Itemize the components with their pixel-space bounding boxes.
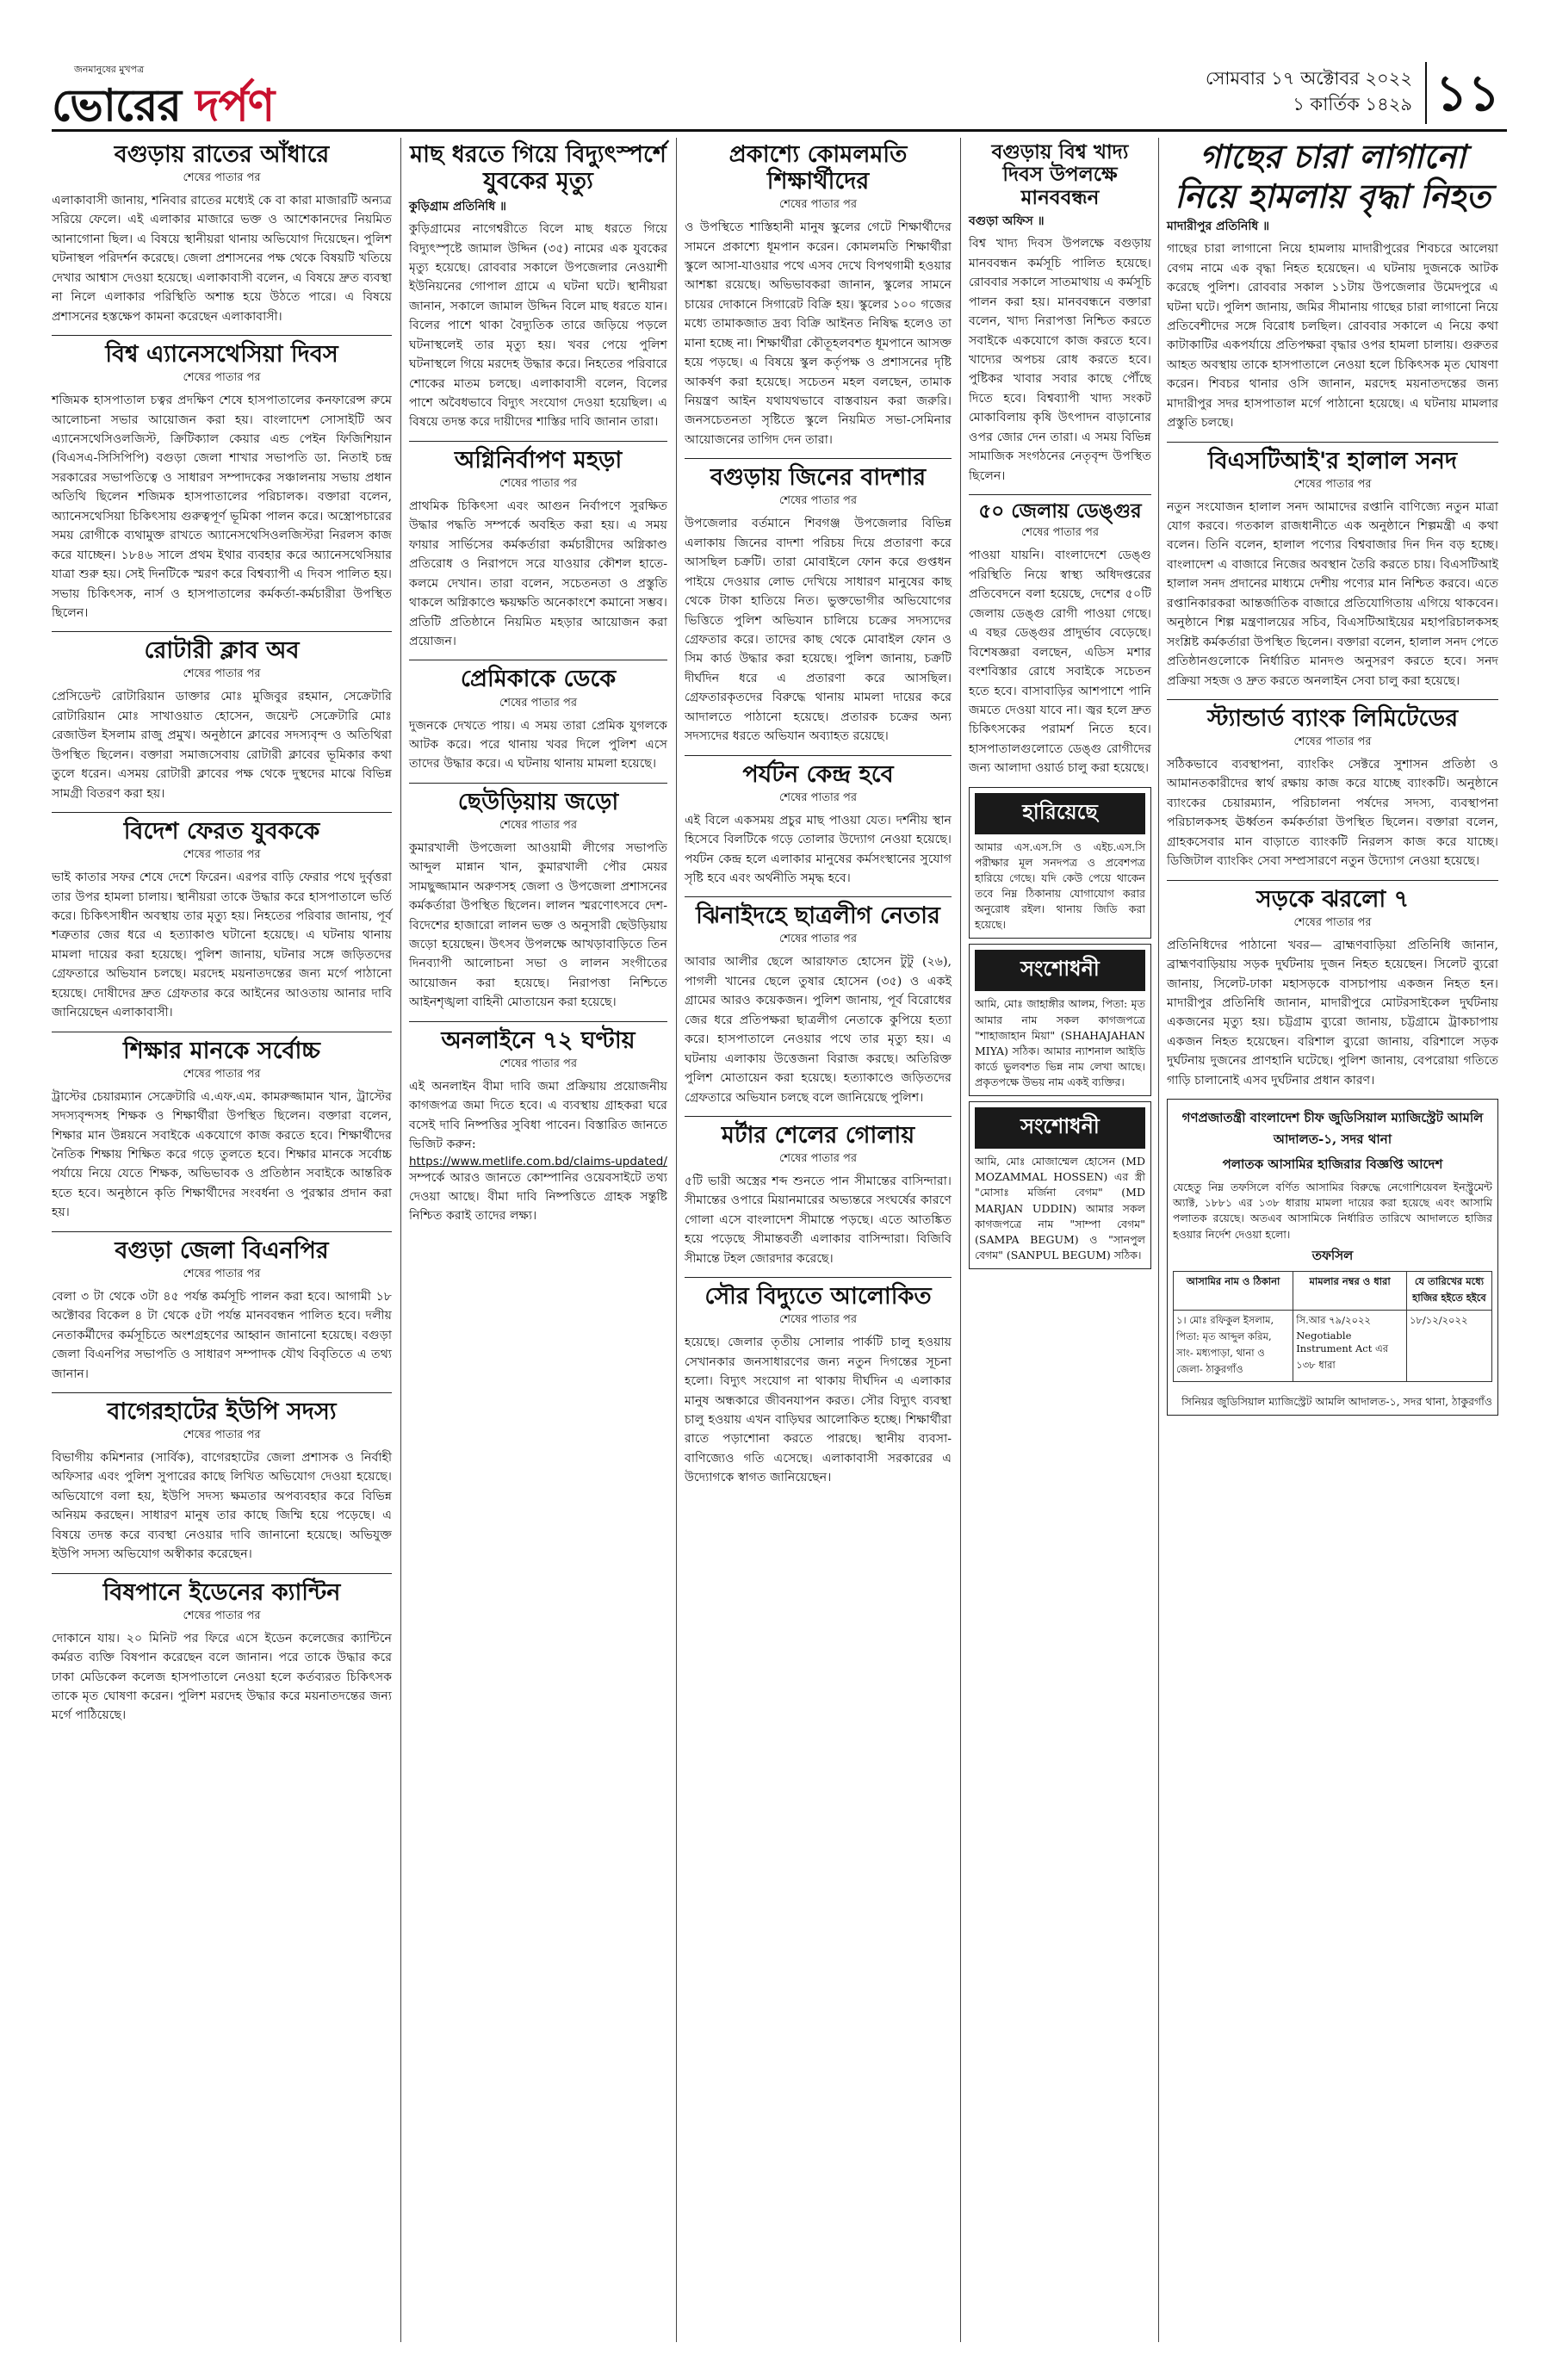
article xyxy=(969,500,1151,778)
headline: শিক্ষার মানকে সর্বোচ্চ xyxy=(123,1037,320,1064)
article xyxy=(52,1398,392,1565)
article-body: সম্পর্কে আরও জানতে কোম্পানির ওয়েবসাইটে তথ্য দেওয়া আছে। বীমা দাবি নিষ্পত্তিতে গ্রাহক সন্তুষ্টি নিশ্চিত করাই তাদের লক্ষ্য। xyxy=(409,1170,667,1224)
article-body: দুজনকে দেখতে পায়। এ সময় তারা প্রেমিক যুগলকে আটক করে। পরে থানায় খবর দিলে পুলিশ এসে তাদের উদ্ধার করে। এ ঘটনায় থানায় মামলা হয়েছে। xyxy=(409,718,667,772)
continued-label: শেষের পাতার পর xyxy=(1020,526,1100,540)
headline: বাগেরহাটের ইউপি সদস্য xyxy=(107,1398,337,1425)
headline: ৫০ জেলায় ডেঙ্গুর xyxy=(978,500,1142,523)
column-5 xyxy=(1167,138,1498,1421)
divider xyxy=(685,458,952,459)
continued-label: শেষের পাতার পর xyxy=(183,1067,261,1081)
article xyxy=(1167,705,1498,871)
continued-label: শেষের পাতার পর xyxy=(778,1152,858,1166)
divider xyxy=(52,631,392,632)
column-divider xyxy=(1158,138,1159,2342)
divider xyxy=(1167,442,1498,443)
headline: পর্যটন কেন্দ্র হবে xyxy=(742,760,894,788)
continued-label: শেষের পাতার পর xyxy=(1293,735,1372,749)
continued-label: শেষের পাতার পর xyxy=(778,1313,858,1327)
headline: ঝিনাইদহে ছাত্রলীগ নেতার xyxy=(696,902,940,930)
column-1 xyxy=(52,138,392,1734)
table-header: যে তারিখের মধ্যে হাজির হইতে হইবে xyxy=(1406,1271,1491,1310)
divider xyxy=(1167,880,1498,881)
lead-headline: গাছের চারা লাগানো নিয়ে হামলায় বৃদ্ধা নিহত xyxy=(1175,138,1491,215)
headline: বিদেশ ফেরত যুবককে xyxy=(123,818,320,846)
article-body: গাছের চারা লাগানো নিয়ে হামলায় মাদারীপুরের শিবচরে আলেয়া বেগম নামে এক বৃদ্ধা নিহত হয়েছেন। এ ঘটনায় দুজনকে আটক করেছে পুলিশ। রোববার সকাল ১১টায় উপজেলার উমেদপুরে এ ঘটনা ঘটে। পুলিশ জানায়, জমির সীমানায় গাছের চারা লাগানো নিয়ে প্রতিবেশীদের সঙ্গে বিরোধ চলছিল। রোববার সকালে এ নিয়ে কথা কাটাকাটির একপর্যায়ে প্রতিপক্ষরা বৃদ্ধার ওপর হামলা চালায়। গুরুতর আহত অবস্থায় তাকে হাসপাতালে নেওয়া হলে চিকিৎসক মৃত ঘোষণা করেন। শিবচর থানার ওসি জানান, মরদেহ ময়নাতদন্তের জন্য মাদারীপুর সদর হাসপাতাল মর্গে পাঠানো হয়েছে। এ ঘটনায় মামলার প্রস্তুতি চলছে। xyxy=(1167,242,1498,431)
article-body: বিশ্ব খাদ্য দিবস উপলক্ষে বগুড়ায় মানববন্ধন কর্মসূচি পালিত হয়েছে। রোববার সকালে সাতমাথায় এ কর্মসূচি পালন করা হয়। মানববন্ধনে বক্তারা বলেন, খাদ্য নিরাপত্তা নিশ্চিত করতে সবাইকে একযোগে কাজ করতে হবে। খাদ্যের অপচয় রোধ করতে হবে। পুষ্টিকর খাবার সবার কাছে পৌঁছে দিতে হবে। বিশ্বব্যাপী খাদ্য সংকট মোকাবিলায় কৃষি উৎপাদন বাড়ানোর ওপর জোর দেন তারা। এ সময় বিভিন্ন সামাজিক সংগঠনের নেতৃবৃন্দ উপস্থিত ছিলেন। xyxy=(969,237,1151,483)
continued-label: শেষের পাতার পর xyxy=(499,1057,578,1070)
headline: বিশ্ব এ্যানেসথেসিয়া দিবস xyxy=(105,341,338,369)
divider xyxy=(409,1021,667,1022)
continued-label: শেষের পাতার পর xyxy=(183,1267,261,1280)
article-body: এই বিলে একসময় প্রচুর মাছ পাওয়া যেত। দর্শনীয় স্থান হিসেবে বিলটিকে গড়ে তোলার উদ্যোগ নেওয়া হয়েছে। পর্যটন কেন্দ্র হলে এলাকার মানুষের কর্মসংস্থানের সুযোগ সৃষ্টি হবে এবং অর্থনীতি সমৃদ্ধ হবে। xyxy=(685,813,952,885)
divider xyxy=(1167,699,1498,700)
continued-label: শেষের পাতার পর xyxy=(183,371,261,385)
notice-body: আমি, মোঃ মোজাম্মেল হোসেন (MD MOZAMMAL HOSSEN) এর স্ত্রী "মোসাঃ মর্জিনা বেগম" (MD MARJAN UDDIN) আমার সকল কাগজপত্রে নাম "সাম্পা বেগম" (SAMPA BEGUM) ও "সানপুল বেগম" (SANPUL BEGUM) সঠিক। xyxy=(975,1155,1145,1261)
divider xyxy=(52,1231,392,1232)
article xyxy=(969,141,1151,486)
article xyxy=(409,447,667,652)
continued-label: শেষের পাতার পর xyxy=(1293,477,1372,491)
article-body: প্রেসিডেন্ট রোটারিয়ান ডাক্তার মোঃ মুজিবুর রহমান, সেক্রেটারি রোটারিয়ান মোঃ সাখাওয়াত হোসেন, জয়েন্ট সেক্রেটারি মোঃ রেজাউল ইসলাম রাজু প্রমুখ। অনুষ্ঠানে ক্লাবের সদস্যবৃন্দ ও অতিথিরা উপস্থিত ছিলেন। বক্তারা সমাজসেবায় রোটারী ক্লাবের ভূমিকার কথা তুলে ধরেন। এসময় রোটারী ক্লাবের পক্ষ থেকে দুস্থদের মাঝে বিভিন্ন সামগ্রী বিতরণ করা হয়। xyxy=(52,690,392,801)
article-body: এলাকাবাসী জানায়, শনিবার রাতের মধ্যেই কে বা কারা মাজারটি অন্যত্র সরিয়ে ফেলে। এই এলাকার মাজারে ভক্ত ও আশেকানদের নিয়মিত আনাগোনা ছিল। এ বিষয়ে স্থানীয়রা থানায় অভিযোগ দিয়েছেন। পুলিশ ঘটনাস্থল পরিদর্শন করেছে। জেলা প্রশাসনের পক্ষ থেকে বিষয়টি খতিয়ে দেখার আশ্বাস দেওয়া হয়েছে। এলাকাবাসী বলেন, এ বিষয়ে দ্রুত ব্যবস্থা না নিলে এলাকার পরিস্থিতি অশান্ত হয়ে উঠতে পারে। এ বিষয়ে প্রশাসনের হস্তক্ষেপ কামনা করেছেন এলাকাবাসী। xyxy=(52,194,392,324)
notice-body: আমি, মোঃ জাহাঙ্গীর আলম, পিতা: মৃত আমার নাম সকল কাগজপত্রে "শাহাজাহান মিয়া" (SHAHAJAHAN MIYA) সঠিক। আমার ন্যাশনাল আইডি কার্ডে ভুলবশত ভিন্ন নাম লেখা আছে। প্রকৃতপক্ষে উভয় নাম একই ব্যক্তির। xyxy=(975,997,1145,1089)
article-body: ভাই কাতার সফর শেষে দেশে ফিরেন। এরপর বাড়ি ফেরার পথে দুর্বৃত্তরা তার উপর হামলা চালায়। স্থানীয়রা তাকে উদ্ধার করে হাসপাতালে ভর্তি করে। চিকিৎসাধীন অবস্থায় তার মৃত্যু হয়। নিহতের পরিবার জানায়, পূর্ব শত্রুতার জের ধরে এ হত্যাকাণ্ড ঘটানো হয়েছে। এ ঘটনায় থানায় মামলা দায়ের করা হয়েছে। পুলিশ জানায়, ঘটনার সঙ্গে জড়িতদের গ্রেফতারে অভিযান চলছে। মরদেহ ময়নাতদন্তের জন্য মর্গে পাঠানো হয়েছে। দোষীদের দ্রুত গ্রেফতার করে আইনের আওতায় আনার দাবি জানিয়েছেন এলাকাবাসী। xyxy=(52,871,392,1020)
date-bengali: ১ কার্তিক ১৪২৯ xyxy=(1293,94,1412,115)
article-body: দোকানে যায়। ২০ মিনিট পর ফিরে এসে ইডেন কলেজের ক্যান্টিনে কর্মরত ব্যক্তি বিষপান করেছেন বলে জানান। পরে তাকে উদ্ধার করে ঢাকা মেডিকেল কলেজ হাসপাতালে নেওয়া হলে কর্তব্যরত চিকিৎসক তাকে মৃত ঘোষণা করেন। পুলিশ মরদেহ উদ্ধার করে ময়নাতদন্তের জন্য মর্গে পাঠিয়েছে। xyxy=(52,1631,392,1723)
page-number: ১১ xyxy=(1425,62,1509,124)
logo-tagline: জনমানুষের মুখপত্র xyxy=(74,64,145,75)
article-body: ও উপস্থিতে শাস্তিহানী মানুষ স্কুলের গেটে শিক্ষার্থীদের সামনে প্রকাশ্যে ধূমপান করেন। কোমলমতি শিক্ষার্থীরা স্কুলে আসা-যাওয়ার পথে এসব দেখে বিপথগামী হওয়ার আশঙ্কা রয়েছে। অভিভাবকরা জানান, স্কুলের সামনে চায়ের দোকানে সিগারেট বিক্রি হয়। স্কুলের ১০০ গজের মধ্যে তামাকজাত দ্রব্য বিক্রি আইনত নিষিদ্ধ হলেও তা মানা হচ্ছে না। শিক্ষার্থীরা কৌতূহলবশত ধূমপানে আসক্ত হয়ে পড়ছে। এ বিষয়ে স্কুল কর্তৃপক্ষ ও প্রশাসনের দৃষ্টি আকর্ষণ করা হয়েছে। সচেতন মহল বলছেন, তামাক নিয়ন্ত্রণ আইন যথাযথভাবে বাস্তবায়ন করা জরুরি। জনসচেতনতা সৃষ্টিতে স্কুলে নিয়মিত সভা-সেমিনার আয়োজনের তাগিদ দেন তারা। xyxy=(685,220,952,447)
court-notice-title: পলাতক আসামির হাজিরার বিজ্ঞপ্তি আদেশ xyxy=(1222,1156,1443,1173)
court-notice xyxy=(1167,1099,1498,1416)
continued-label: শেষের পাতার পর xyxy=(778,198,858,212)
article-body: নতুন সংযোজন হালাল সনদ আমাদের রপ্তানি বাণিজ্যে নতুন মাত্রা যোগ করবে। গতকাল রাজধানীতে এক অনুষ্ঠানে শিল্পমন্ত্রী এ কথা বলেন। তিনি বলেন, হালাল পণ্যের বিশ্ববাজার দিন দিন বড় হচ্ছে। বাংলাদেশ এ বাজারে নিজের অবস্থান তৈরি করতে চায়। বিএসটিআই হালাল সনদ প্রদানের মাধ্যমে দেশীয় পণ্যের মান নিশ্চিত করবে। এতে রপ্তানিকারকরা আন্তর্জাতিক বাজারে প্রতিযোগিতায় এগিয়ে থাকবেন। অনুষ্ঠানে শিল্প মন্ত্রণালয়ের সচিব, বিএসটিআইয়ের মহাপরিচালকসহ সংশ্লিষ্ট কর্মকর্তারা উপস্থিত ছিলেন। বক্তারা বলেন, হালাল সনদ পেতে প্রতিষ্ঠানগুলোকে নির্ধারিত মানদণ্ড অনুসরণ করতে হবে। সনদ প্রক্রিয়া সহজ ও দ্রুত করতে অনলাইন সেবা চালু করা হয়েছে। xyxy=(1167,499,1498,688)
divider xyxy=(685,755,952,756)
article-body: প্রতিনিধিদের পাঠানো খবর— ব্রাহ্মণবাড়িয়া প্রতিনিধি জানান, ব্রাহ্মণবাড়িয়ায় সড়ক দুর্ঘটনায় দুজন নিহত হয়েছেন। সিলেট ব্যুরো জানায়, সিলেট-ঢাকা মহাসড়কে বাসচাপায় একজন নিহত হন। মাদারীপুর প্রতিনিধি জানান, মাদারীপুরে মোটরসাইকেল দুর্ঘটনায় একজনের মৃত্যু হয়। চট্টগ্রাম ব্যুরো জানায়, চট্টগ্রামে ট্রাকচাপায় একজন নিহত হয়েছেন। বরিশাল ব্যুরো জানায়, বরিশালে সড়ক দুর্ঘটনায় দুজনের প্রাণহানি ঘটেছে। পুলিশ জানায়, বেপরোয়া গতিতে গাড়ি চালানোই এসব দুর্ঘটনার প্রধান কারণ। xyxy=(1167,938,1498,1088)
article xyxy=(409,666,667,773)
headline: অগ্নিনির্বাপণ মহড়া xyxy=(454,446,623,474)
notice-heading: সংশোধনী xyxy=(975,950,1145,991)
headline: বিএসটিআই'র হালাল সনদ xyxy=(1207,447,1458,474)
claims-url-link[interactable]: https://www.metlife.com.bd/claims-updated/ xyxy=(409,1154,667,1168)
court-notice-intro: যেহেতু নিম্ন তফসিলে বর্ণিত আসামির বিরুদ্ধে নেগোশিয়েবল ইনস্ট্রুমেন্ট অ্যাক্ট, ১৮৮১ এর ১৩৮ ধারায় মামলা দায়ের করা হয়েছে এবং আসামি পলাতক রয়েছে। অতএব আসামিকে নির্ধারিত তারিখে আদালতে হাজির হওয়ার নির্দেশ দেওয়া হলো। xyxy=(1173,1181,1492,1241)
continued-label: শেষের পাতার পর xyxy=(183,848,261,862)
byline: বগুড়া অফিস ॥ xyxy=(969,214,1045,229)
masthead xyxy=(52,60,1507,132)
article-body: বেলা ৩ টা থেকে ৩টা ৪৫ পর্যন্ত কর্মসূচি পালন করা হবে। আগামী ১৮ অক্টোবর বিকেল ৪ টা থেকে ৫টা পর্যন্ত মানববন্ধন পালিত হবে। দলীয় নেতাকর্মীদের কর্মসূচিতে অংশগ্রহণের আহ্বান জানানো হয়েছে। বগুড়া জেলা বিএনপির সভাপতি ও সাধারণ সম্পাদক যৌথ বিবৃতিতে এ তথ্য জানান। xyxy=(52,1289,392,1381)
article xyxy=(409,1027,667,1226)
article xyxy=(52,341,392,623)
article xyxy=(52,141,392,326)
logo-word-1: ভোরের xyxy=(52,80,182,132)
article xyxy=(685,902,952,1107)
continued-label: শেষের পাতার পর xyxy=(183,1608,261,1622)
dateline xyxy=(1145,65,1412,117)
divider xyxy=(52,812,392,813)
headline: বগুড়ায় বিশ্ব খাদ্য দিবস উপলক্ষে মানববন্ধন xyxy=(991,141,1129,209)
table-row xyxy=(1174,1310,1492,1381)
headline: স্ট্যান্ডার্ড ব্যাংক লিমিটেডের xyxy=(1206,704,1459,732)
logo-word-2: দর্পণ xyxy=(181,80,275,132)
headline: মাছ ধরতে গিয়ে বিদ্যুৎস্পর্শে যুবকের মৃত্যু xyxy=(410,141,666,195)
headline: রোটারী ক্লাব অব xyxy=(144,637,300,665)
article xyxy=(1167,448,1498,691)
headline: মর্টার শেলের গোলায় xyxy=(721,1121,915,1149)
continued-label: শেষের পাতার পর xyxy=(499,818,578,832)
schedule-table xyxy=(1173,1271,1492,1382)
notice-heading: হারিয়েছে xyxy=(975,793,1145,834)
headline: সড়কে ঝরলো ৭ xyxy=(1256,885,1410,913)
article-body: পাওয়া যায়নি। বাংলাদেশে ডেঙ্গু পরিস্থিতি নিয়ে স্বাস্থ্য অধিদপ্তরের প্রতিবেদনে বলা হয়েছে, দেশের ৫০টি জেলায় ডেঙ্গু রোগী পাওয়া গেছে। এ বছর ডেঙ্গুর প্রাদুর্ভাব বেড়েছে। বিশেষজ্ঞরা বলছেন, এডিস মশার বংশবিস্তার রোধে সবাইকে সচেতন হতে হবে। বাসাবাড়ির আশপাশে পানি জমতে দেওয়া যাবে না। জ্বর হলে দ্রুত চিকিৎসকের পরামর্শ নিতে হবে। হাসপাতালগুলোতে ডেঙ্গু রোগীদের জন্য আলাদা ওয়ার্ড চালু করা হয়েছে। xyxy=(969,549,1151,776)
article-body: উপজেলার বর্তমানে শিবগঞ্জ উপজেলার বিভিন্ন এলাকায় জিনের বাদশা পরিচয় দিয়ে প্রতারণা করে আসছিল চক্রটি। তারা মোবাইলে ফোন করে গুপ্তধন পাইয়ে দেওয়ার লোভ দেখিয়ে সাধারণ মানুষের কাছ থেকে টাকা হাতিয়ে নিত। ভুক্তভোগীর অভিযোগের ভিত্তিতে পুলিশ অভিযান চালিয়ে চক্রের সদস্যদের গ্রেফতার করে। তাদের কাছ থেকে মোবাইল ফোন ও সিম কার্ড উদ্ধার করা হয়েছে। পুলিশ জানায়, চক্রটি দীর্ঘদিন ধরে এ প্রতারণা করে আসছিল। গ্রেফতারকৃতদের বিরুদ্ধে থানায় মামলা দায়ের করে আদালতে পাঠানো হয়েছে। প্রতারক চক্রের অন্য সদস্যদের ধরতে অভিযান অব্যাহত রয়েছে। xyxy=(685,517,952,744)
article-body: ৫টি ভারী অস্ত্রের শব্দ শুনতে পান সীমান্তের বাসিন্দারা। সীমান্তের ওপারে মিয়ানমারের অভ্যন্তরে সংঘর্ষের কারণে গোলা এসে বাংলাদেশ সীমান্তে পড়ছে। এতে আতঙ্কিত হয়ে পড়েছে সীমান্তবর্তী এলাকার বাসিন্দারা। বিজিবি সীমান্তে টহল জোরদার করেছে। xyxy=(685,1175,952,1266)
headline: বগুড়ায় জিনের বাদশার xyxy=(710,464,927,492)
article-body: শজিমক হাসপাতাল চত্বর প্রদক্ষিণ শেষে হাসপাতালের কনফারেন্স রুমে আলোচনা সভার আয়োজন করা হয়। বাংলাদেশ সোসাইটি অব এ্যানেসথেসিওলজিস্ট, ক্রিটিক্যাল কেয়ার এন্ড পেইন ফিজিশিয়ান (বিএসএ-সিসিপিপি) বগুড়া জেলা শাখার সভাপতি ডা. নিতাই চন্দ্র সরকারের সভাপতিত্বে ও সাধারণ সম্পাদকের সঞ্চালনায় সভায় প্রধান অতিথি ছিলেন শজিমক হাসপাতালের পরিচালক। বক্তারা বলেন, অ্যানেসথেসিয়া চিকিৎসায় গুরুত্বপূর্ণ ভূমিকা পালন করে। অস্ত্রোপচারের সময় রোগীকে ব্যথামুক্ত রাখতে অ্যানেসথেসিওলজিস্টরা নিরলস কাজ করে যাচ্ছেন। ১৮৪৬ সালে প্রথম ইথার ব্যবহার করে অ্যানেসথেসিয়ার যাত্রা শুরু হয়। সেই দিনটিকে স্মরণ করে বিশ্বব্যাপী এ দিবস পালিত হয়। সভায় চিকিৎসক, নার্স ও হাসপাতালের কর্মকর্তা-কর্মচারীরা উপস্থিত ছিলেন। xyxy=(52,394,392,620)
article-body: বিভাগীয় কমিশনার (সার্বিক), বাগেরহাটের জেলা প্রশাসক ও নির্বাহী অফিসার এবং পুলিশ সুপারের কাছে লিখিত অভিযোগ দেওয়া হয়েছে। অভিযোগে বলা হয়, ইউপি সদস্য ক্ষমতার অপব্যবহার করে বিভিন্ন অনিয়ম করছেন। সাধারণ মানুষ তার কাছে জিম্মি হয়ে পড়েছে। এ বিষয়ে তদন্ত করে ব্যবস্থা নেওয়ার দাবি জানানো হয়েছে। অভিযুক্ত ইউপি সদস্য অভিযোগ অস্বীকার করেছেন। xyxy=(52,1451,392,1562)
column-2 xyxy=(409,138,667,1235)
notice-heading: সংশোধনী xyxy=(975,1107,1145,1149)
column-divider xyxy=(676,138,677,2342)
divider xyxy=(685,1277,952,1278)
continued-label: শেষের পাতার পর xyxy=(499,696,578,710)
table-cell: ১৮/১২/২০২২ xyxy=(1406,1310,1491,1381)
continued-label: শেষের পাতার পর xyxy=(183,171,261,185)
article xyxy=(685,464,952,746)
column-4 xyxy=(969,138,1151,1274)
divider xyxy=(685,1116,952,1117)
notice-body: আমার এস.এস.সি ও এইচ.এস.সি পরীক্ষার মূল সনদপত্র ও প্রবেশপত্র হারিয়ে গেছে। যদি কেউ পেয়ে থাকেন তবে নিম্ন ঠিকানায় যোগাযোগ করার অনুরোধ রইল। থানায় জিডি করা হয়েছে। xyxy=(975,840,1145,932)
continued-label: শেষের পাতার পর xyxy=(778,790,858,804)
date-gregorian: সোমবার ১৭ অক্টোবর ২০২২ xyxy=(1205,68,1412,89)
divider xyxy=(52,335,392,336)
byline: কুড়িগ্রাম প্রতিনিধি ॥ xyxy=(409,200,506,214)
table-cell: ১। মোঃ রফিকুল ইসলাম, পিতা: মৃত আব্দুল করিম, সাং- মধ্যপাড়া, থানা ও জেলা- ঠাকুরগাঁও xyxy=(1174,1310,1293,1381)
column-divider xyxy=(400,138,401,2342)
article xyxy=(1167,886,1498,1091)
lost-notice xyxy=(969,787,1151,939)
article xyxy=(52,1038,392,1223)
article-body: আবার আলীর ছেলে আরাফাত হোসেন টুটু (২৬), পাগলী খানের ছেলে তুষার হোসেন (৩৫) ও একই গ্রামের আরও কয়েকজন। পুলিশ জানায়, পূর্ব বিরোধের জের ধরে প্রতিপক্ষরা ছাত্রলীগ নেতাকে কুপিয়ে হত্যা করে। হাসপাতালে নেওয়ার পথে তার মৃত্যু হয়। এ ঘটনায় এলাকায় উত্তেজনা বিরাজ করছে। অতিরিক্ত পুলিশ মোতায়েন করা হয়েছে। হত্যাকাণ্ডে জড়িতদের গ্রেফতারে অভিযান চলছে বলে জানিয়েছে পুলিশ। xyxy=(685,955,952,1105)
article xyxy=(685,1122,952,1268)
divider xyxy=(409,783,667,784)
headline: প্রকাশ্যে কোমলমতি শিক্ষার্থীদের xyxy=(728,141,908,195)
continued-label: শেষের পাতার পর xyxy=(183,1429,261,1442)
article-body: সঠিকভাবে ব্যবস্থাপনা, ব্যাংকিং সেক্টরে সুশাসন প্রতিষ্ঠা ও আমানতকারীদের স্বার্থ রক্ষায় কাজ করে যাচ্ছে ব্যাংকটি। অনুষ্ঠানে ব্যাংকের চেয়ারম্যান, পরিচালনা পর্ষদের সদস্য, ব্যবস্থাপনা পরিচালকসহ ঊর্ধ্বতন কর্মকর্তারা উপস্থিত ছিলেন। বক্তারা বলেন, গ্রাহকসেবার মান বাড়াতে ব্যাংকটি নিরলস কাজ করে যাচ্ছে। ডিজিটাল ব্যাংকিং সেবা সম্প্রসারণে নতুন উদ্যোগ নেওয়া হয়েছে। xyxy=(1167,758,1498,869)
headline: বিষপানে ইডেনের ক্যান্টিন xyxy=(102,1578,341,1606)
headline: বগুড়ায় রাতের আঁধারে xyxy=(114,141,330,168)
article-body: হয়েছে। জেলার তৃতীয় সোলার পার্কটি চালু হওয়ায় সেখানকার জনসাধারণের জন্য নতুন দিগন্তের সূচনা হলো। বিদ্যুৎ সংযোগ না থাকায় দীর্ঘদিন এ এলাকার মানুষ অন্ধকারে জীবনযাপন করত। সৌর বিদ্যুৎ ব্যবস্থা চালু হওয়ায় এখন বাড়িঘর আলোকিত হচ্ছে। শিক্ষার্থীরা রাতে পড়াশোনা করতে পারছে। স্থানীয় ব্যবসা-বাণিজ্যেও গতি এসেছে। এলাকাবাসী সরকারের এ উদ্যোগকে স্বাগত জানিয়েছেন। xyxy=(685,1336,952,1485)
correction-notice xyxy=(969,944,1151,1096)
byline: মাদারীপুর প্রতিনিধি ॥ xyxy=(1167,220,1269,234)
article xyxy=(685,761,952,889)
article xyxy=(409,141,667,432)
article xyxy=(409,789,667,1013)
continued-label: শেষের পাতার পর xyxy=(778,494,858,508)
divider xyxy=(52,1573,392,1574)
newspaper-logo xyxy=(52,64,362,132)
continued-label: শেষের পাতার পর xyxy=(778,933,858,946)
divider xyxy=(409,441,667,442)
logo-text xyxy=(52,71,274,146)
divider xyxy=(52,1392,392,1393)
column-divider xyxy=(960,138,961,2342)
article xyxy=(52,637,392,803)
article xyxy=(52,1237,392,1384)
table-header: মামলার নম্বর ও ধারা xyxy=(1293,1271,1407,1310)
article xyxy=(52,818,392,1023)
correction-notice xyxy=(969,1101,1151,1269)
headline: প্রেমিকাকে ডেকে xyxy=(460,666,617,693)
headline: সৌর বিদ্যুতে আলোকিত xyxy=(704,1283,932,1311)
divider xyxy=(969,494,1151,495)
continued-label: শেষের পাতার পর xyxy=(183,667,261,681)
table-header: আসামির নাম ও ঠিকানা xyxy=(1174,1271,1293,1310)
column-3 xyxy=(685,138,952,1497)
article xyxy=(52,1579,392,1726)
headline: অনলাইনে ৭২ ঘণ্টায় xyxy=(441,1026,636,1054)
continued-label: শেষের পাতার পর xyxy=(1293,915,1372,929)
continued-label: শেষের পাতার পর xyxy=(499,476,578,490)
signature-line: সিনিয়র জুডিসিয়াল ম্যাজিস্ট্রেট আমলি আদালত-১, সদর থানা, ঠাকুরগাঁও xyxy=(1181,1394,1492,1408)
court-name: গণপ্রজাতন্ত্রী বাংলাদেশ চীফ জুডিসিয়াল ম্যাজিস্ট্রেট আমলি আদালত-১, সদর থানা xyxy=(1181,1110,1484,1148)
table-cell: সি.আর ৭৯/২০২২ Negotiable Instrument Act এর ১৩৮ ধারা xyxy=(1293,1310,1407,1381)
article-body: এই অনলাইন বীমা দাবি জমা প্রক্রিয়ায় প্রয়োজনীয় কাগজপত্র জমা দিতে হবে। এ ব্যবস্থায় গ্রাহকরা ঘরে বসেই দাবি নিষ্পত্তির সুবিধা পাবেন। বিস্তারিত জানতে ভিজিট করুন: xyxy=(409,1079,667,1152)
article xyxy=(685,141,952,449)
article-body: প্রাথমিক চিকিৎসা এবং আগুন নির্বাপণে সুরক্ষিত উদ্ধার পদ্ধতি সম্পর্কে অবহিত করা হয়। এ সময় ফায়ার সার্ভিসের কর্মকর্তারা কর্মচারীদের অগ্নিকাণ্ড প্রতিরোধ ও নিরাপদে সরে যাওয়ার কৌশল হাতে-কলমে দেখান। তারা বলেন, সচেতনতা ও প্রস্তুতি থাকলে অগ্নিকাণ্ডে ক্ষয়ক্ষতি অনেকাংশে কমানো সম্ভব। প্রতিটি প্রতিষ্ঠানে নিয়মিত মহড়ার আয়োজন করা প্রয়োজন। xyxy=(409,499,667,649)
article-body: ট্রাস্টের চেয়ারম্যান সেক্রেটারি এ.এফ.এম. কামরুজ্জামান খান, ট্রাস্টের সদস্যবৃন্দসহ শিক্ষক ও শিক্ষার্থীরা উপস্থিত ছিলেন। বক্তারা বলেন, শিক্ষার মান উন্নয়নে সবাইকে একযোগে কাজ করতে হবে। শিক্ষার্থীদের নৈতিক শিক্ষায় শিক্ষিত করে গড়ে তুলতে হবে। শিক্ষার মানকে সর্বোচ্চ পর্যায়ে নিয়ে যেতে শিক্ষক, অভিভাবক ও প্রতিষ্ঠান সবাইকে আন্তরিক হতে হবে। অনুষ্ঠানে কৃতি শিক্ষার্থীদের সংবর্ধনা ও পুরস্কার প্রদান করা হয়। xyxy=(52,1089,392,1220)
headline: বগুড়া জেলা বিএনপির xyxy=(115,1236,329,1264)
schedule-title: তফসিল xyxy=(1311,1247,1354,1263)
lead-article xyxy=(1167,138,1498,433)
article-body: কুড়িগ্রামের নাগেশ্বরীতে বিলে মাছ ধরতে গিয়ে বিদ্যুৎস্পৃষ্টে জামাল উদ্দিন (৩৫) নামের এক যুবকের মৃত্যু হয়েছে। রোববার সকালে উপজেলার নেওয়াশী ইউনিয়নের গোপাল গ্রামে এ ঘটনা ঘটে। স্থানীয়রা জানান, সকালে জামাল উদ্দিন বিলে মাছ ধরতে যান। বিলের পাশে থাকা বৈদ্যুতিক তারে জড়িয়ে পড়লে ঘটনাস্থলেই তার মৃত্যু হয়। খবর পেয়ে পুলিশ ঘটনাস্থলে গিয়ে মরদেহ উদ্ধার করে। নিহতের পরিবারে শোকের মাতম চলছে। এলাকাবাসী বলেন, বিলের পাশে অবৈধভাবে বিদ্যুৎ সংযোগ দেওয়া হয়েছিল। এ বিষয়ে তদন্ত করে দায়ীদের শাস্তির দাবি জানান তারা। xyxy=(409,222,667,430)
article-body: কুমারখালী উপজেলা আওয়ামী লীগের সভাপতি আব্দুল মান্নান খান, কুমারখালী পৌর মেয়র সামছুজ্জামান অরুণসহ জেলা ও উপজেলা প্রশাসনের কর্মকর্তারা উপস্থিত ছিলেন। লালন স্মরণোৎসবে দেশ-বিদেশের হাজারো লালন ভক্ত ও অনুসারী ছেউড়িয়ায় জড়ো হয়েছেন। উৎসব উপলক্ষে আখড়াবাড়িতে তিন দিনব্যাপী আলোচনা সভা ও লালন সংগীতের আয়োজন করা হয়েছে। নিরাপত্তা নিশ্চিতে আইনশৃঙ্খলা বাহিনী মোতায়েন করা হয়েছে। xyxy=(409,840,667,1010)
divider xyxy=(685,896,952,897)
article xyxy=(685,1283,952,1488)
headline: ছেউড়িয়ায় জড়ো xyxy=(457,788,619,815)
